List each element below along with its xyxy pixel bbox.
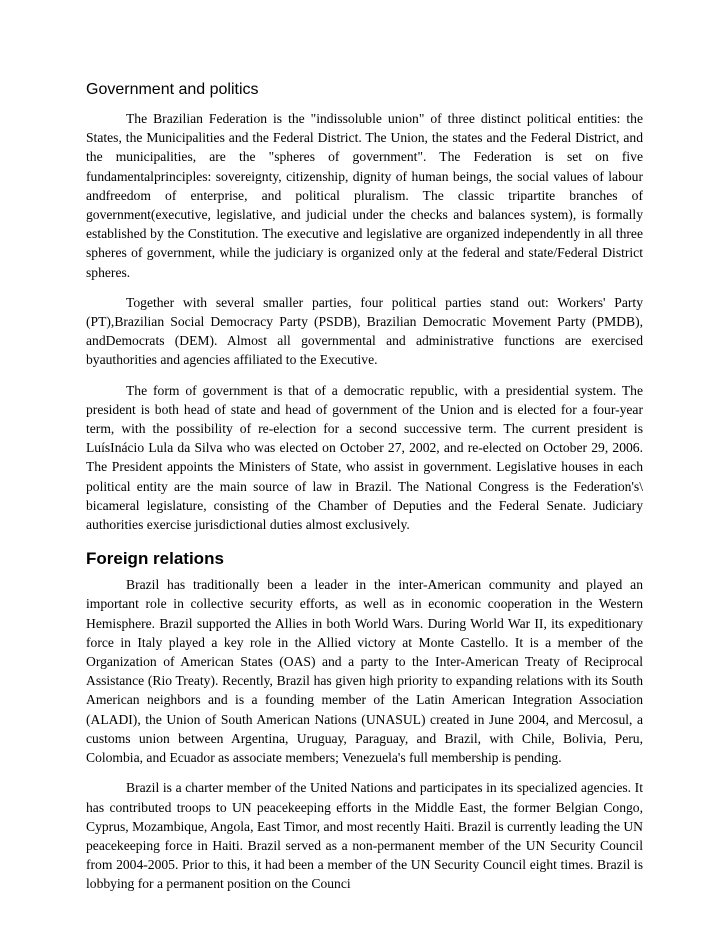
paragraph-parties: Together with several smaller parties, four political parties stand out: Workers' Party (PT),Brazilian Social Democracy Party (PSDB), Brazilian Democratic Movement Party (PMDB), andDemocrats (DEM). Almost all governmental and administrative functions are exercised byauthorities and agencies affiliated to the Executive. bbox=[86, 294, 643, 368]
paragraph-federation: The Brazilian Federation is the "indissoluble union" of three distinct political entities: the States, the Municipalities and the Federal District. The Union, the states and the Federal District, and the municipalities, are the "spheres of government". The Federation is set on five fundamentalprinciples: sovereignty, citizenship, dignity of human beings, the social values of labour andfreedom of enterprise, and political pluralism. The classic tripartite branches of government(executive, legislative, and judicial under the checks and balances system), is formally established by the Constitution. The executive and legislative are organized independently in all three spheres of government, while the judiciary is organized only at the federal and state/Federal District spheres. bbox=[86, 111, 643, 280]
paragraph-united-nations: Brazil is a charter member of the United Nations and participates in its specialized agencies. It has contributed troops to UN peacekeeping efforts in the Middle East, the former Belgian Congo, Cyprus, Mozambique, Angola, East Timor, and most recently Haiti. Brazil is currently leading the UN peacekeeping force in Haiti. Brazil served as a non-permanent member of the UN Security Council from 2004-2005. Prior to this, it had been a member of the UN Security Council eight times. Brazil is lobbying for a permanent position on the Counci bbox=[86, 780, 643, 892]
section-heading-government: Government and politics bbox=[86, 81, 259, 98]
paragraph-inter-american: Brazil has traditionally been a leader in the inter-American community and played an important role in collective security efforts, as well as in economic cooperation in the Western Hemisphere. Brazil supported the Allies in both World Wars. During World War II, its expeditionary force in Italy played a key role in the Allied victory at Monte Castello. It is a member of the Organization of American States (OAS) and a party to the Inter-American Treaty of Reciprocal Assistance (Rio Treaty). Recently, Brazil has given high priority to expanding relations with its South American neighbors and is a founding member of the Latin American Integration Association (ALADI), the Union of South American Nations (UNASUL) created in June 2004, and Mercosul, a customs union between Argentina, Uruguay, Paraguay, and Brazil, with Chile, Bolivia, Peru, Colombia, and Ecuador as associate members; Venezuela's full membership is pending. bbox=[86, 577, 643, 766]
document-page bbox=[86, 80, 643, 905]
section-heading-foreign-relations: Foreign relations bbox=[86, 549, 224, 569]
paragraph-form-of-government: The form of government is that of a democratic republic, with a presidential system. The president is both head of state and head of government of the Union and is elected for a four-year term, with the possibility of re-election for a second successive term. The current president is LuísInácio Lula da Silva who was elected on October 27, 2002, and re-elected on October 29, 2006. The President appoints the Ministers of State, who assist in government. Legislative houses in each political entity are the main source of law in Brazil. The National Congress is the Federation's\ bicameral legislature, consisting of the Chamber of Deputies and the Federal Senate. Judiciary authorities exercise jurisdictional duties almost exclusively. bbox=[86, 382, 643, 533]
